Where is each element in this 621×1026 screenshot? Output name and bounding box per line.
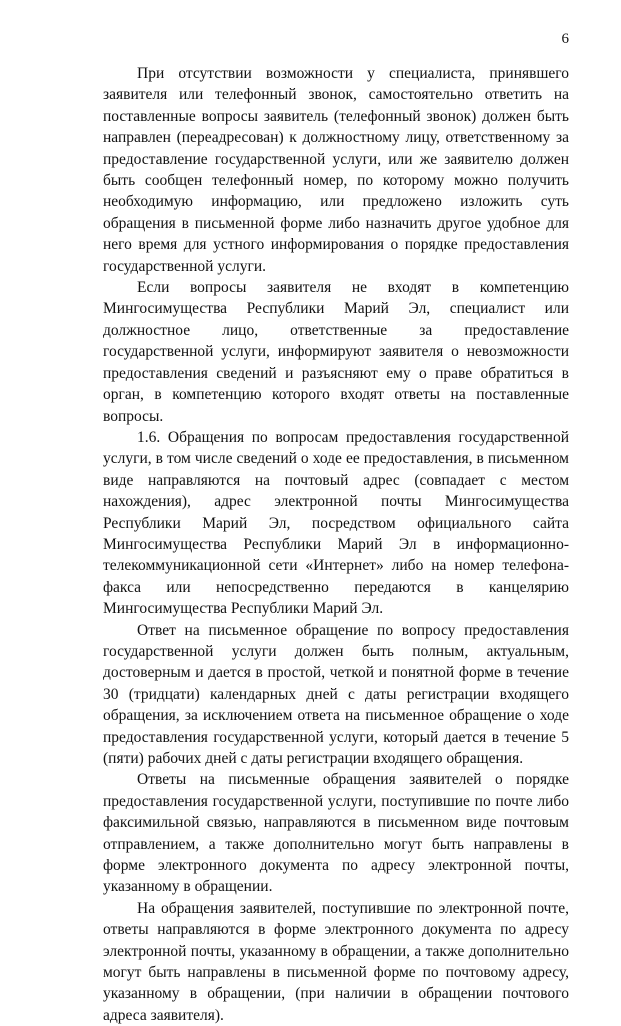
- page-number: 6: [561, 31, 569, 47]
- document-body: [103, 63, 569, 1026]
- paragraph-postal-fax-responses: Ответы на письменные обращения заявителей о порядке предоставления государственной услуги, поступившие по почте либо факсимильной связью, направляются в письменном виде почтовым отправлением, а также дополнительно могут быть направлены в форме электронного документа по адресу электронной почты, указанному в обращении.: [103, 771, 569, 896]
- paragraph-written-response-terms: Ответ на письменное обращение по вопросу предоставления государственной услуги должен быть полным, актуальным, достоверным и дается в простой, четкой и понятной форме в течение 30 (тридцати) календарных дней с даты регистрации входящего обращения, за исключением ответа на письменное обращение о ходе предоставления государственной услуги, который дается в течение 5 (пяти) рабочих дней с даты регистрации входящего обращения.: [103, 621, 569, 767]
- paragraph-no-specialist-available: При отсутствии возможности у специалиста, принявшего заявителя или телефонный звонок, самостоятельно ответить на поставленные вопросы заявитель (телефонный звонок) должен быть направлен (переадресован) к должностному лицу, ответственному за предоставление государственной услуги, или же заявителю должен быть сообщен телефонный номер, по которому можно получить необходимую информацию, или предложено изложить суть обращения в письменной форме либо назначить другое удобное для него время для устного информирования о порядке предоставления государственной услуги.: [103, 65, 569, 275]
- paragraph-email-responses: На обращения заявителей, поступившие по электронной почте, ответы направляются в форме электронного документа по адресу электронной почты, указанному в обращении, а также дополнительно могут быть направлены в письменной форме по почтовому адресу, указанному в обращении, (при наличии в обращении почтового адреса заявителя).: [103, 899, 569, 1024]
- paragraph-section-1-6-written-requests: 1.6. Обращения по вопросам предоставления государственной услуги, в том числе сведений о ходе ее предоставления, в письменном виде направляются на почтовый адрес (совпадает с местом нахождения), адрес электронной почты Мингосимущества Республики Марий Эл, посредством официального сайта Мингосимущества Республики Марий Эл в информационно-телекоммуникационной сети «Интернет» либо на номер телефона-факса или непосредственно передаются в канцелярию Мингосимущества Республики Марий Эл.: [103, 428, 569, 618]
- paragraph-outside-competence: Если вопросы заявителя не входят в компетенцию Мингосимущества Республики Марий Эл, специалист или должностное лицо, ответственные за предоставление государственной услуги, информируют заявителя о невозможности предоставления сведений и разъясняют ему о праве обратиться в орган, в компетенцию которого входят ответы на поставленные вопросы.: [103, 279, 569, 425]
